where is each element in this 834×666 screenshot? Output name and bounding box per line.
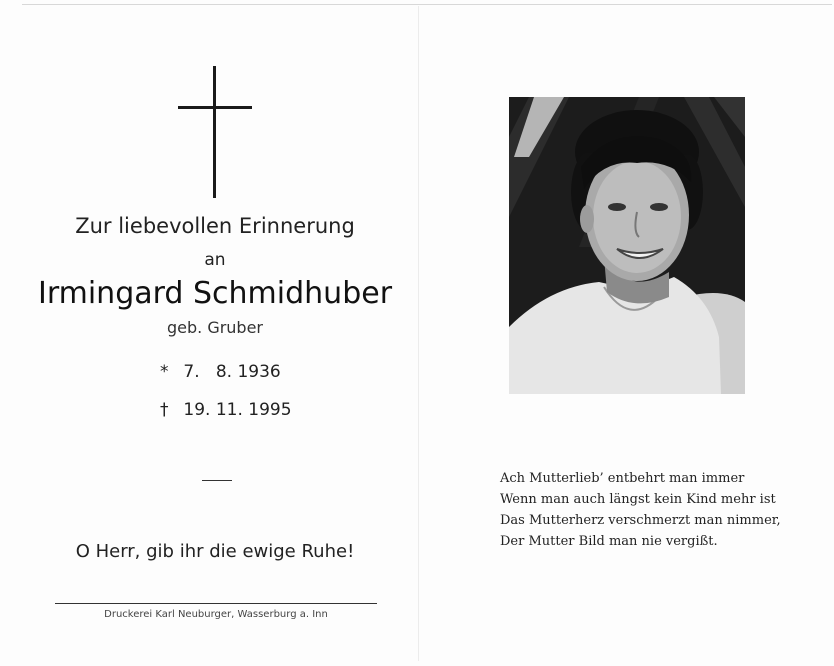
- prayer-text: O Herr, gib ihr die ewige Ruhe!: [75, 541, 355, 562]
- portrait-image: [509, 97, 745, 394]
- printer-divider: [55, 603, 377, 604]
- right-panel: [419, 0, 834, 666]
- deceased-name: Irmingard Schmidhuber: [37, 276, 393, 311]
- death-date: 19. 11. 1995: [183, 400, 292, 420]
- divider-short: [202, 480, 232, 481]
- portrait-photo: [509, 97, 745, 394]
- death-dagger-icon: †: [160, 400, 169, 420]
- birth-date-row: [160, 362, 281, 382]
- poem-line: Wenn man auch längst kein Kind mehr ist: [500, 492, 776, 507]
- printer-credit: Druckerei Karl Neuburger, Wasserburg a. Inn: [104, 609, 328, 620]
- birth-date: 7. 8. 1936: [183, 362, 281, 382]
- birth-star-icon: *: [160, 362, 169, 382]
- maiden-name: geb. Gruber: [166, 318, 264, 337]
- poem-line: Ach Mutterlieb’ entbehrt man immer: [500, 471, 745, 486]
- cross-icon: [178, 66, 252, 198]
- connector-text: an: [204, 250, 226, 270]
- death-date-row: [160, 400, 292, 420]
- memorial-heading: Zur liebevollen Erinnerung: [75, 214, 355, 238]
- poem-line: Das Mutterherz verschmerzt man nimmer,: [500, 513, 781, 528]
- poem-line: Der Mutter Bild man nie vergißt.: [500, 534, 718, 549]
- memorial-poem: [500, 468, 781, 552]
